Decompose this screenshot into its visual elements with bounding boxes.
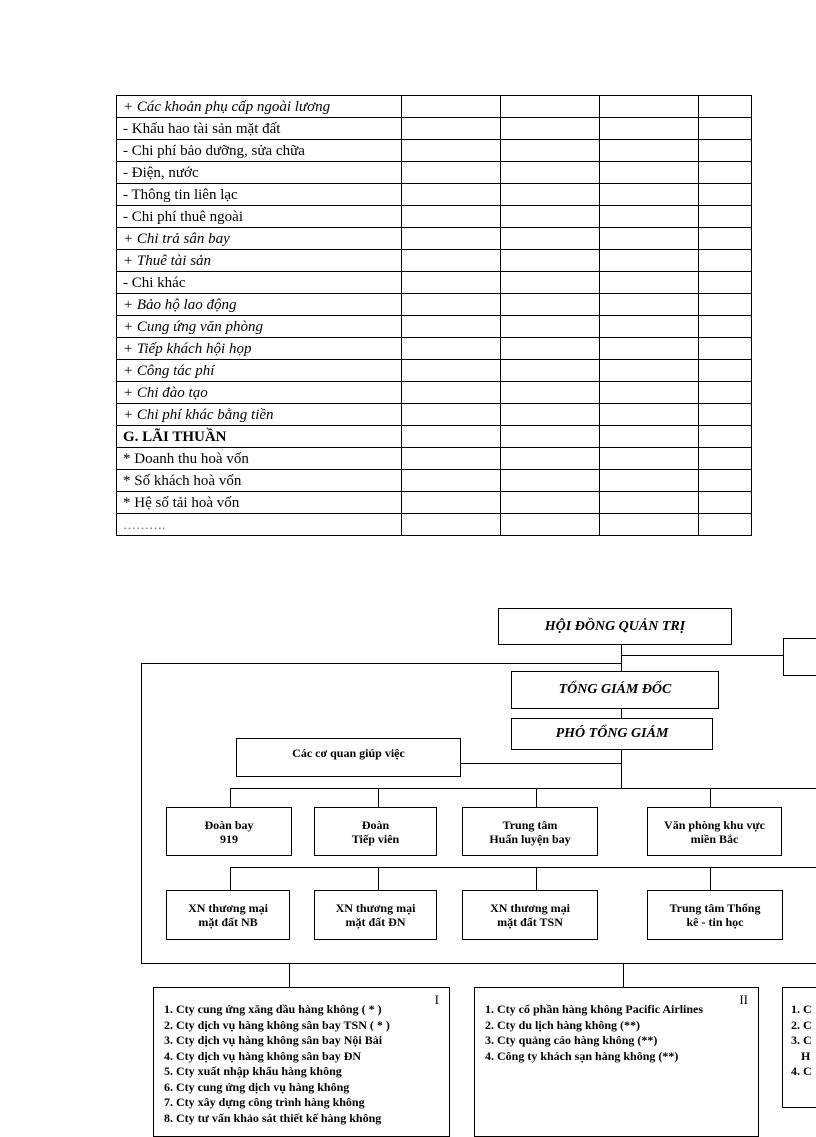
empty-cell [600, 404, 699, 426]
list-item: 2. Cty du lịch hàng không (**) [485, 1017, 641, 1032]
empty-cell [402, 316, 501, 338]
empty-cell [402, 404, 501, 426]
unit-line2: 919 [220, 831, 238, 846]
unit-line2: kê - tin học [686, 915, 744, 929]
empty-cell [699, 96, 752, 118]
list-item: 4. C [791, 1064, 812, 1078]
table-row [117, 272, 752, 294]
table-row [117, 316, 752, 338]
unit-box [462, 807, 598, 856]
empty-cell [699, 426, 752, 448]
connector-line [536, 867, 537, 891]
empty-cell [402, 96, 501, 118]
table-row [117, 250, 752, 272]
row-label: * Hệ số tải hoà vốn [117, 492, 402, 514]
table-row [117, 96, 752, 118]
support-label: Các cơ quan giúp việc [292, 746, 405, 760]
empty-cell [402, 382, 501, 404]
empty-cell [402, 470, 501, 492]
connector-line [289, 963, 290, 988]
row-label: - Điện, nước [117, 162, 402, 184]
unit-line1: Trung tâm [502, 817, 558, 832]
list-item: 4. Công ty khách sạn hàng không (**) [485, 1048, 679, 1063]
empty-cell [600, 184, 699, 206]
empty-cell [501, 492, 600, 514]
connector-line [710, 867, 711, 891]
group-i-box [153, 987, 450, 1137]
empty-cell [402, 514, 501, 536]
connector-line [141, 663, 142, 963]
unit-box [647, 890, 783, 940]
unit-line2: mặt đất TSN [497, 915, 563, 929]
empty-cell [501, 360, 600, 382]
board-label: HỘI ĐỒNG QUẢN TRỊ [544, 618, 686, 634]
group-iii-box [782, 987, 816, 1108]
empty-cell [501, 338, 600, 360]
support-box [236, 738, 461, 777]
connector-line [230, 788, 816, 789]
empty-cell [600, 492, 699, 514]
table-row [117, 118, 752, 140]
unit-line1: Đoàn bay [204, 817, 254, 832]
empty-cell [501, 96, 600, 118]
empty-cell [402, 272, 501, 294]
empty-cell [699, 294, 752, 316]
empty-cell [600, 118, 699, 140]
empty-cell [402, 250, 501, 272]
list-item: 4. Cty dịch vụ hàng không sân bay ĐN [164, 1048, 362, 1063]
empty-cell [600, 294, 699, 316]
list-item: 3. Cty quảng cáo hàng không (**) [485, 1033, 658, 1047]
empty-cell [402, 294, 501, 316]
connector-line [536, 788, 537, 808]
row-label: + Chi phí khác bằng tiền [117, 404, 402, 426]
list-item: 5. Cty xuất nhập khẩu hàng không [164, 1064, 342, 1078]
unit-line1: Văn phòng khu vực [664, 817, 765, 832]
row-label: ………. [117, 514, 402, 536]
list-item: 1. Cty cổ phần hàng không Pacific Airlines [485, 1002, 704, 1016]
list-item: 2. Cty dịch vụ hàng không sân bay TSN ( * ) [164, 1017, 390, 1032]
empty-cell [699, 448, 752, 470]
empty-cell [501, 426, 600, 448]
list-item: 3. C [791, 1033, 812, 1047]
empty-cell [699, 492, 752, 514]
empty-cell [699, 360, 752, 382]
empty-cell [501, 514, 600, 536]
empty-cell [600, 206, 699, 228]
connector-line [461, 763, 621, 764]
empty-cell [699, 272, 752, 294]
empty-cell [600, 272, 699, 294]
unit-box [166, 890, 290, 940]
table-row [117, 514, 752, 536]
row-label: - Chi khác [117, 272, 402, 294]
connector-line [710, 788, 711, 808]
unit-box [166, 807, 292, 856]
table-row [117, 360, 752, 382]
empty-cell [402, 140, 501, 162]
empty-cell [501, 448, 600, 470]
empty-cell [501, 228, 600, 250]
connector-line [141, 663, 621, 664]
empty-cell [501, 294, 600, 316]
connector-line [378, 788, 379, 808]
table-row [117, 492, 752, 514]
row-label: * Số khách hoà vốn [117, 470, 402, 492]
list-item: 8. Cty tư vấn khảo sát thiết kế hàng không [164, 1110, 382, 1125]
row-label: + Thuê tài sản [117, 250, 402, 272]
empty-cell [699, 404, 752, 426]
unit-line1: XN thương mại [490, 901, 570, 915]
empty-cell [600, 140, 699, 162]
empty-cell [699, 250, 752, 272]
empty-cell [402, 338, 501, 360]
empty-cell [699, 118, 752, 140]
empty-cell [501, 184, 600, 206]
unit-line1: Trung tâm Thống [669, 901, 761, 915]
empty-cell [402, 184, 501, 206]
unit-line2: mặt đất ĐN [345, 915, 406, 929]
empty-cell [600, 382, 699, 404]
unit-box [647, 807, 782, 856]
empty-cell [501, 404, 600, 426]
cost-table [116, 95, 752, 536]
empty-cell [501, 162, 600, 184]
row-label: + Bảo hộ lao động [117, 294, 402, 316]
unit-line2: miền Bắc [690, 831, 739, 846]
empty-cell [402, 228, 501, 250]
table-row [117, 228, 752, 250]
empty-cell [402, 448, 501, 470]
board-side-box [783, 638, 816, 676]
row-label: * Doanh thu hoà vốn [117, 448, 402, 470]
empty-cell [600, 162, 699, 184]
empty-cell [402, 360, 501, 382]
empty-cell [600, 470, 699, 492]
row-label: + Công tác phí [117, 360, 402, 382]
row-label: - Thông tin liên lạc [117, 184, 402, 206]
list-item: 7. Cty xây dựng công trình hàng không [164, 1095, 365, 1109]
empty-cell [699, 162, 752, 184]
empty-cell [699, 514, 752, 536]
connector-line [230, 867, 816, 868]
empty-cell [501, 272, 600, 294]
table-row [117, 162, 752, 184]
connector-line [230, 788, 231, 808]
empty-cell [402, 492, 501, 514]
empty-cell [600, 250, 699, 272]
connector-line [621, 644, 622, 789]
cost-table-body [117, 96, 752, 536]
empty-cell [600, 426, 699, 448]
empty-cell [600, 96, 699, 118]
empty-cell [600, 338, 699, 360]
unit-box [314, 807, 437, 856]
empty-cell [600, 316, 699, 338]
unit-line1: XN thương mại [335, 901, 416, 915]
table-row [117, 426, 752, 448]
list-item: H [801, 1048, 811, 1063]
row-label: + Chi trả sân bay [117, 228, 402, 250]
empty-cell [501, 140, 600, 162]
connector-line [378, 867, 379, 891]
list-item: 3. Cty dịch vụ hàng không sân bay Nội Bài [164, 1033, 383, 1047]
empty-cell [501, 206, 600, 228]
unit-line2: Tiếp viên [351, 831, 400, 846]
deputy-label: PHÓ TỔNG GIÁM [555, 726, 669, 741]
empty-cell [699, 470, 752, 492]
empty-cell [402, 426, 501, 448]
empty-cell [699, 382, 752, 404]
connector-line [141, 963, 816, 964]
table-row [117, 382, 752, 404]
table-row [117, 140, 752, 162]
group-ii-box [474, 987, 759, 1137]
empty-cell [699, 206, 752, 228]
table-row [117, 404, 752, 426]
group-ii-list [485, 1002, 752, 1064]
table-row [117, 338, 752, 360]
empty-cell [501, 382, 600, 404]
connector-line [621, 655, 784, 656]
empty-cell [699, 140, 752, 162]
table-row [117, 184, 752, 206]
row-label: + Cung ứng văn phòng [117, 316, 402, 338]
unit-box [314, 890, 437, 940]
row-label: - Khấu hao tài sản mặt đất [117, 118, 402, 140]
group-ii-roman: II [739, 992, 748, 1007]
empty-cell [402, 162, 501, 184]
list-item: 6. Cty cung ứng dịch vụ hàng không [164, 1079, 350, 1094]
empty-cell [402, 118, 501, 140]
empty-cell [600, 228, 699, 250]
group-i-list [164, 1002, 443, 1126]
empty-cell [699, 316, 752, 338]
empty-cell [699, 228, 752, 250]
unit-line2: mặt đất NB [198, 915, 258, 929]
row-label: - Chi phí bảo dưỡng, sửa chữa [117, 140, 402, 162]
unit-box [462, 890, 598, 940]
connector-line [230, 867, 231, 891]
empty-cell [402, 206, 501, 228]
group-iii-list [791, 1002, 815, 1080]
row-label: + Chi đào tạo [117, 382, 402, 404]
row-label: - Chi phí thuê ngoài [117, 206, 402, 228]
row-label: + Các khoản phụ cấp ngoài lương [117, 96, 402, 118]
empty-cell [501, 250, 600, 272]
unit-line1: Đoàn [361, 817, 390, 832]
empty-cell [501, 118, 600, 140]
row-label: G. LÃI THUẦN [117, 426, 402, 448]
connector-line [623, 963, 624, 988]
board-box [498, 608, 732, 645]
empty-cell [699, 338, 752, 360]
table-row [117, 470, 752, 492]
unit-line1: XN thương mại [188, 901, 268, 915]
empty-cell [600, 514, 699, 536]
row-label: + Tiếp khách hội họp [117, 338, 402, 360]
unit-line2: Huấn luyện bay [489, 831, 571, 846]
ceo-label: TỔNG GIÁM ĐỐC [558, 682, 672, 697]
empty-cell [600, 448, 699, 470]
ceo-box [511, 671, 719, 709]
empty-cell [501, 316, 600, 338]
list-item: 2. C [791, 1017, 812, 1032]
table-row [117, 206, 752, 228]
list-item: 1. Cty cung ứng xăng dầu hàng không ( * ) [164, 1002, 382, 1016]
table-row [117, 448, 752, 470]
empty-cell [501, 470, 600, 492]
list-item: 1. C [791, 1002, 812, 1016]
empty-cell [600, 360, 699, 382]
empty-cell [699, 184, 752, 206]
group-i-roman: I [434, 992, 439, 1007]
table-row [117, 294, 752, 316]
deputy-box [511, 718, 713, 750]
